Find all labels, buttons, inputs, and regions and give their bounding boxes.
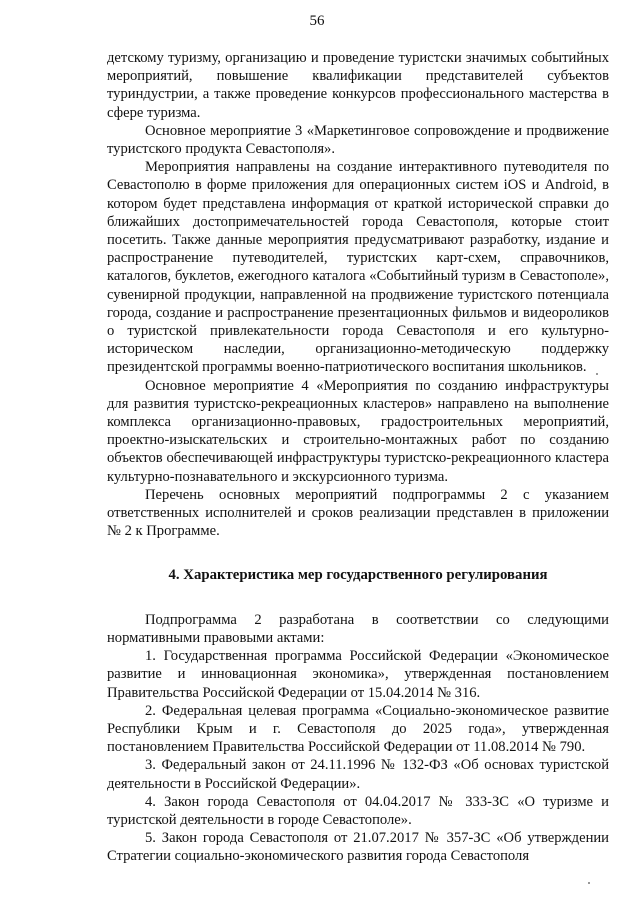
paragraph-event-3-description: Мероприятия направлены на создание интерактивного путеводителя по Севастополю в форме приложения для операционных систем iOS и Android, в котором будет представлена информация от краткой исторической справки до ближайших достопримечательностей города Севастополя, которые стоит посетить. Также данные мероприятия предусматривают разработку, издание и распространение путеводителей, туристских карт-схем, справочников, каталогов, буклетов, ежегодного каталога «Событийный туризм в Севастополе», сувенирной продукции, направленной на продвижение туристского потенциала города, создание и распространение презентационных фильмов и видеороликов о туристской привлекательности города Севастополя и его культурно-историческом наследии, организационно-методическую поддержку президентской программы военно-патриотического воспитания школьников. <box>107 159 609 376</box>
section-heading: 4. Характеристика мер государственного регулирования <box>168 567 548 584</box>
paragraph-event-4: Основное мероприятие 4 «Мероприятия по созданию инфраструктуры для развития туристско-рекреационных кластеров» направлено на выполнение комплекса организационно-правовых, градостроительных мероприятий, проектно-изыскательских и строительно-монтажных работ по созданию объектов обеспечивающей инфраструктуры туристско-рекреационного кластера культурно-познавательного и экскурсионного туризма. <box>107 377 609 485</box>
page-number: 56 <box>309 13 325 29</box>
scan-speck <box>596 373 598 375</box>
document-body <box>107 49 609 866</box>
legal-act-item: 3. Федеральный закон от 24.11.1996 № 132-ФЗ «Об основах туристской деятельности в Российской Федерации». <box>107 757 609 792</box>
paragraph-events-list: Перечень основных мероприятий подпрограммы 2 с указанием ответственных исполнителей и сроков реализации представлен в приложении № 2 к Программе. <box>107 486 609 540</box>
paragraph-continuation: детскому туризму, организацию и проведение туристски значимых событийных мероприятий, повышение квалификации представителей субъектов туриндустрии, а также проведение конкурсов профессионального мастерства в сфере туризма. <box>107 50 609 121</box>
legal-act-item: 1. Государственная программа Российской Федерации «Экономическое развитие и инновационная экономика», утвержденная постановлением Правительства Российской Федерации от 15.04.2014 № 316. <box>107 648 609 701</box>
section-intro: Подпрограмма 2 разработана в соответствии со следующими нормативными правовыми актами: <box>107 611 609 646</box>
paragraph-event-3: Основное мероприятие 3 «Маркетинговое сопровождение и продвижение туристского продукта Севастополя». <box>107 122 609 158</box>
scan-speck <box>588 882 590 884</box>
legal-act-item: 2. Федеральная целевая программа «Социально-экономическое развитие Республики Крым и г. Севастополя до 2025 года», утвержденная постановлением Правительства Российской Федерации от 11.08.2014 № 790. <box>107 702 609 756</box>
legal-act-item: 4. Закон города Севастополя от 04.04.2017 № 333-ЗС «О туризме и туристской деятельности в городе Севастополе». <box>107 793 609 828</box>
legal-act-item: 5. Закон города Севастополя от 21.07.2017 № 357-ЗС «Об утверждении Стратегии социально-экономического развития города Севастополя <box>107 830 609 865</box>
